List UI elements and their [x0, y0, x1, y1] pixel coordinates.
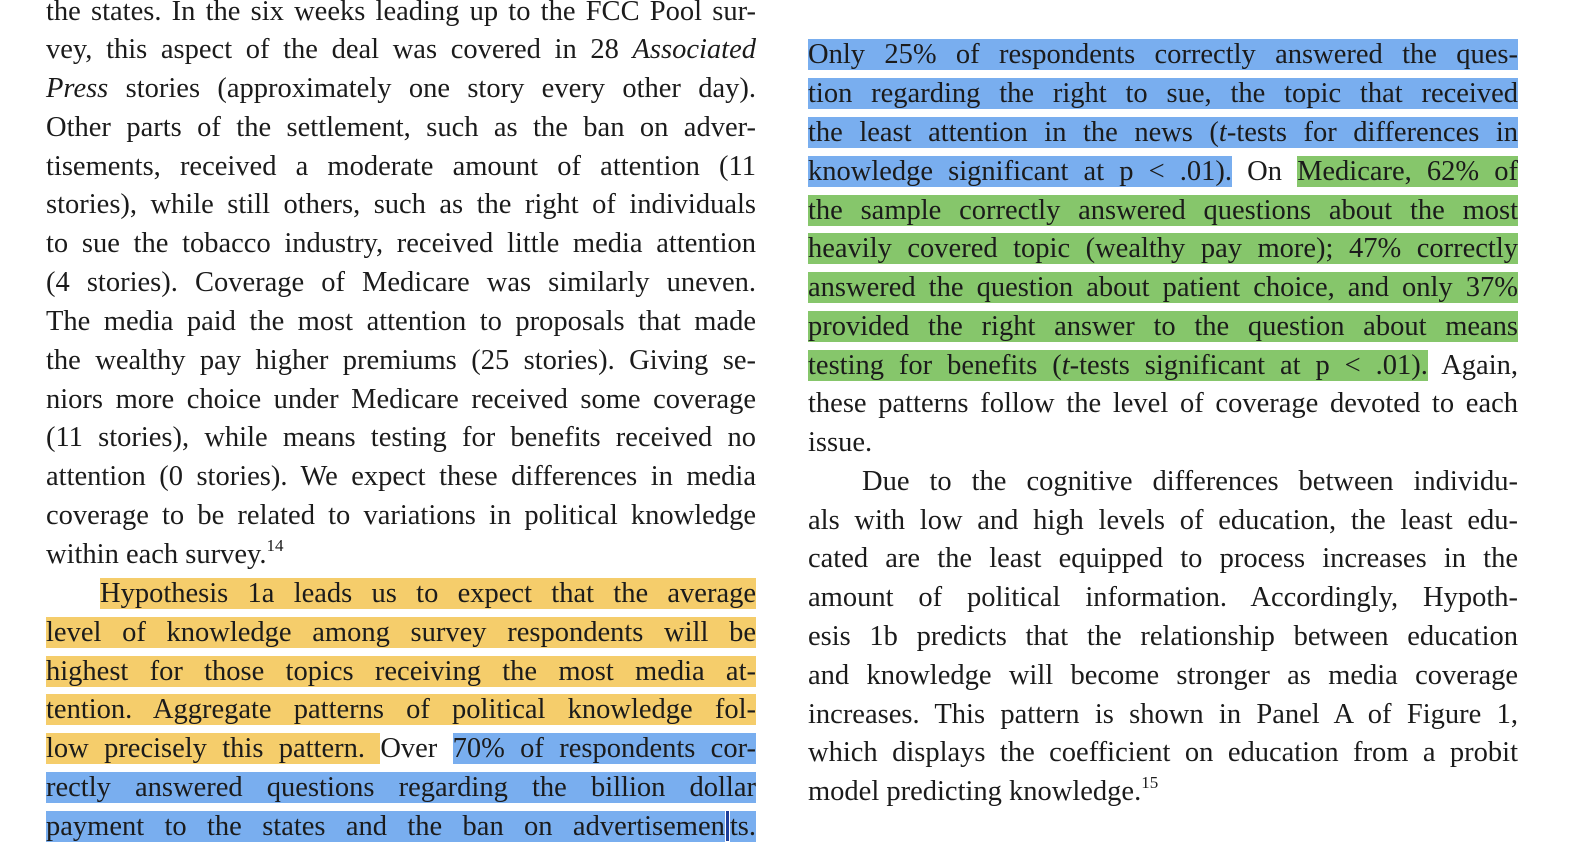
- highlighted-text[interactable]: the least attention in the news (: [808, 117, 1219, 148]
- text-line: [46, 730, 756, 768]
- text-run: model predicting knowledge.: [808, 776, 1142, 807]
- text-line: [808, 696, 1518, 734]
- selection-cursor: [726, 811, 729, 841]
- text-run: Due to the cognitive differences between individu-: [862, 466, 1518, 497]
- text-line: [808, 773, 1518, 811]
- text-line: [808, 463, 1518, 501]
- text-run: Associated: [632, 34, 756, 65]
- text-line: [46, 536, 756, 574]
- text-line: [46, 109, 756, 147]
- highlighted-text[interactable]: payment to the states and the ban on advertisemen: [46, 811, 725, 842]
- text-line: [808, 269, 1518, 307]
- highlighted-text[interactable]: -tests for differences in: [1226, 117, 1518, 148]
- text-line: [46, 575, 756, 613]
- text-line: [808, 347, 1518, 385]
- text-run: coverage to be related to variations in political knowledge: [46, 500, 756, 531]
- text-line: [46, 808, 756, 846]
- text-run: and knowledge will become stronger as media coverage: [808, 660, 1518, 691]
- text-line: [808, 734, 1518, 772]
- highlighted-text[interactable]: ts.: [729, 811, 756, 842]
- text-run: which displays the coefficient on education from a probit: [808, 737, 1518, 768]
- text-line: [46, 31, 756, 69]
- text-line: [808, 36, 1518, 74]
- text-run: On: [1232, 156, 1298, 187]
- highlighted-text[interactable]: heavily covered topic (wealthy pay more); 47% correctly: [808, 233, 1518, 264]
- highlighted-text[interactable]: knowledge significant at p < .01).: [808, 156, 1233, 187]
- text-run: esis 1b predicts that the relationship between education: [808, 621, 1518, 652]
- text-line: [46, 691, 756, 729]
- highlighted-text[interactable]: Only 25% of respondents correctly answered the ques-: [808, 39, 1518, 70]
- text-line: [808, 385, 1518, 423]
- highlighted-text[interactable]: answered the question about patient choice, and only 37%: [808, 272, 1518, 303]
- text-run: vey, this aspect of the deal was covered in 28: [46, 34, 633, 65]
- highlighted-text[interactable]: highest for those topics receiving the most media at-: [46, 656, 756, 687]
- text-run: these patterns follow the level of coverage devoted to each: [808, 388, 1518, 419]
- text-line: [46, 264, 756, 302]
- text-line: [46, 186, 756, 224]
- highlighted-text[interactable]: rectly answered questions regarding the billion dollar: [46, 772, 756, 803]
- highlighted-text[interactable]: -tests significant at p < .01).: [1069, 350, 1428, 381]
- text-run: the wealthy pay higher premiums (25 stories). Giving se-: [46, 345, 756, 376]
- footnote-marker: 15: [1141, 773, 1159, 792]
- text-line: [808, 114, 1518, 152]
- text-run: niors more choice under Medicare received some coverage: [46, 384, 756, 415]
- text-line: [808, 618, 1518, 656]
- highlighted-text[interactable]: provided the right answer to the question about means: [808, 311, 1518, 342]
- text-run: issue.: [808, 427, 873, 458]
- text-line: [808, 502, 1518, 540]
- text-line: [808, 192, 1518, 230]
- highlighted-text[interactable]: low precisely this pattern.: [46, 733, 381, 764]
- text-run: Press: [46, 73, 109, 104]
- highlighted-text[interactable]: level of knowledge among survey respondents will be: [46, 617, 756, 648]
- text-line: [808, 230, 1518, 268]
- footnote-marker: 14: [266, 536, 284, 555]
- text-run: to sue the tobacco industry, received little media attention: [46, 228, 756, 259]
- highlighted-text[interactable]: Hypothesis 1a leads us to expect that the average: [100, 578, 756, 609]
- text-line: [808, 75, 1518, 113]
- text-run: (4 stories). Coverage of Medicare was similarly uneven.: [46, 267, 756, 298]
- text-line: [46, 419, 756, 457]
- text-line: [46, 653, 756, 691]
- text-line: [46, 148, 756, 186]
- highlighted-text[interactable]: the sample correctly answered questions about the most: [808, 195, 1518, 226]
- highlighted-text[interactable]: t: [1061, 350, 1070, 381]
- text-run: Other parts of the settlement, such as the ban on adver-: [46, 112, 756, 143]
- text-run: als with low and high levels of education, the least edu-: [808, 505, 1518, 536]
- text-run: within each survey.: [46, 539, 267, 570]
- text-line: [808, 153, 1518, 191]
- text-run: stories), while still others, such as the right of individuals: [46, 189, 756, 220]
- highlighted-text[interactable]: tention. Aggregate patterns of political knowledge fol-: [46, 694, 756, 725]
- text-run: stories (approximately one story every other day).: [108, 73, 756, 104]
- text-run: cated are the least equipped to process increases in the: [808, 543, 1518, 574]
- highlighted-text[interactable]: 70% of respondents cor-: [452, 733, 756, 764]
- text-line: [808, 308, 1518, 346]
- text-run: The media paid the most attention to proposals that made: [46, 306, 756, 337]
- text-run: the states. In the six weeks leading up to the FCC Pool sur-: [46, 0, 756, 27]
- highlighted-text[interactable]: testing for benefits (: [808, 350, 1062, 381]
- highlighted-text[interactable]: Medicare, 62% of: [1297, 156, 1518, 187]
- text-line: [46, 70, 756, 108]
- text-line: [46, 0, 756, 31]
- text-line: [46, 769, 756, 807]
- text-line: [46, 381, 756, 419]
- text-line: [808, 424, 1518, 462]
- text-line: [46, 614, 756, 652]
- text-line: [808, 540, 1518, 578]
- text-run: Over: [380, 733, 453, 764]
- highlighted-text[interactable]: t: [1218, 117, 1227, 148]
- text-line: [46, 225, 756, 263]
- text-run: Again,: [1427, 350, 1519, 381]
- text-line: [46, 303, 756, 341]
- text-run: attention (0 stories). We expect these differences in media: [46, 461, 756, 492]
- text-line: [808, 657, 1518, 695]
- text-run: (11 stories), while means testing for benefits received no: [46, 422, 756, 453]
- text-run: amount of political information. Accordingly, Hypoth-: [808, 582, 1518, 613]
- text-line: [46, 342, 756, 380]
- text-line: [46, 497, 756, 535]
- text-run: increases. This pattern is shown in Panel A of Figure 1,: [808, 699, 1518, 730]
- text-run: tisements, received a moderate amount of attention (11: [46, 151, 756, 182]
- text-line: [808, 579, 1518, 617]
- highlighted-text[interactable]: tion regarding the right to sue, the topic that received: [808, 78, 1518, 109]
- text-line: [46, 458, 756, 496]
